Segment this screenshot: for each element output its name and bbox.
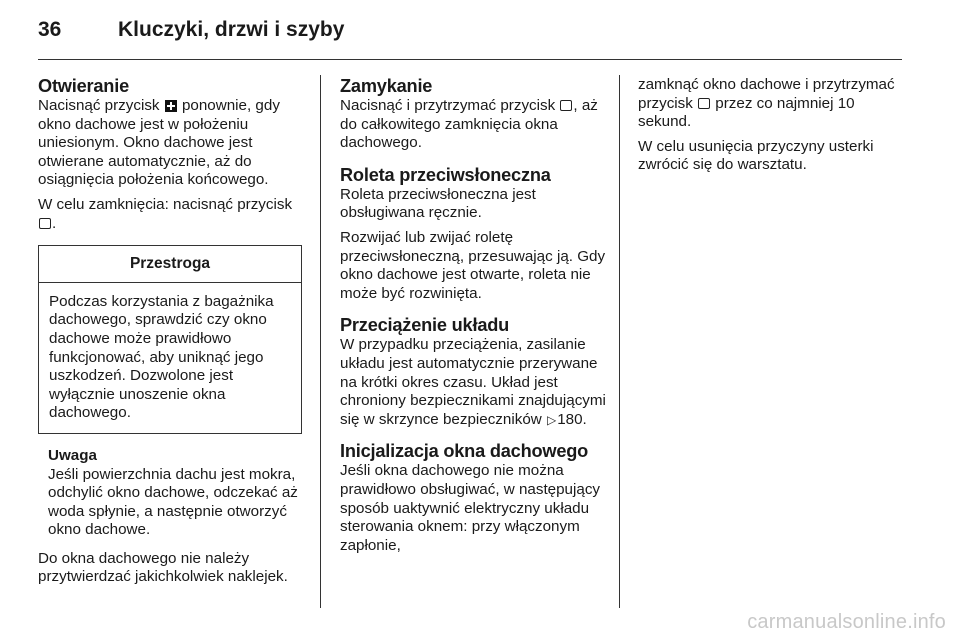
note-block bbox=[38, 447, 310, 540]
section-heading-sunshade: Roleta przeciwsłoneczna bbox=[340, 164, 551, 185]
section-heading-initialization: Inicjalizacja okna dachowego bbox=[340, 441, 589, 462]
caution-text: Podczas korzystania z bagażnika dachowego, sprawdzić czy okno dachowe może prawidłowo funkcjonować, aby uniknąć jego uszkodzeń. Dozwolone jest wyłącznie unoszenie okna dachowego. bbox=[49, 292, 274, 422]
watermark: carmanualsonline.info bbox=[747, 611, 946, 633]
section-heading-zamykanie: Zamykanie bbox=[340, 76, 433, 96]
text-run: W przypadku przeciążenia, zasilanie układu jest automatycznie przerywane na krótki okres czasu. Układ jest chroniony bezpiecznikami znajdującymi się w skrzynce bezpieczników bbox=[340, 336, 606, 428]
text-run: ponownie, gdy okno dachowe jest w położeniu uniesionym. Okno dachowe jest otwierane automatycznie, aż do osiągnięcia położenia końcowego. bbox=[38, 97, 280, 189]
note-text: Jeśli powierzchnia dachu jest mokra, odchylić okno dachowe, odczekać aż woda spłynie, a następnie otworzyć okno dachowe. bbox=[48, 465, 298, 539]
close-button-icon bbox=[698, 98, 710, 109]
text-run: Nacisnąć przycisk bbox=[38, 97, 164, 114]
page-number: 36 bbox=[38, 18, 62, 41]
paragraph-open-instructions bbox=[38, 97, 310, 190]
column-3 bbox=[638, 76, 908, 175]
close-button-icon bbox=[39, 218, 51, 229]
text-run: Nacisnąć i przytrzymać przycisk bbox=[340, 97, 560, 114]
caution-title: Przestroga bbox=[39, 246, 301, 283]
text-run: , aż do całkowitego zamknięcia okna dachowego. bbox=[340, 97, 598, 152]
page-reference-arrow-icon: ▷ bbox=[546, 412, 557, 427]
paragraph-initialization-continued bbox=[638, 76, 908, 132]
paragraph-closing bbox=[340, 97, 610, 153]
paragraph-workshop: W celu usunięcia przyczyny usterki zwrócić się do warsztatu. bbox=[638, 137, 874, 174]
text-run: przez co najmniej 10 sekund. bbox=[638, 94, 855, 131]
text-run: W celu zamknięcia: nacisnąć przycisk bbox=[38, 195, 293, 213]
close-button-icon bbox=[560, 100, 572, 111]
note-title: Uwaga bbox=[48, 446, 97, 464]
tilt-button-icon bbox=[165, 100, 177, 112]
paragraph-stickers: Do okna dachowego nie należy przytwierdzać jakichkolwiek naklejek. bbox=[38, 549, 288, 586]
header-rule bbox=[38, 59, 902, 60]
section-heading-overload: Przeciążenie układu bbox=[340, 315, 510, 336]
paragraph-sunshade-use: Rozwijać lub zwijać roletę przeciwsłoneczną, przesuwając ją. Gdy okno dachowe jest otwarte, roleta nie może być rozwinięta. bbox=[340, 228, 606, 302]
section-heading-otwieranie: Otwieranie bbox=[38, 76, 129, 96]
paragraph-overload bbox=[340, 336, 610, 429]
column-1 bbox=[38, 76, 310, 587]
chapter-title: Kluczyki, drzwi i szyby bbox=[118, 18, 345, 41]
paragraph-sunshade-manual: Roleta przeciwsłoneczna jest obsługiwana ręcznie. bbox=[340, 185, 536, 222]
text-run: . bbox=[52, 214, 57, 232]
caution-box bbox=[38, 245, 302, 434]
paragraph-close-instructions bbox=[38, 196, 310, 233]
column-divider-1 bbox=[320, 75, 321, 608]
page-header bbox=[38, 18, 344, 48]
page-reference: 180. bbox=[557, 410, 587, 428]
column-divider-2 bbox=[619, 75, 620, 608]
text-run: zamknąć okno dachowe i przytrzymać przycisk bbox=[638, 76, 895, 112]
column-2 bbox=[340, 76, 610, 555]
paragraph-initialization: Jeśli okna dachowego nie można prawidłowo obsługiwać, w następujący sposób uaktywnić elektryczny układu sterowania oknem: przy włączonym zapłonie, bbox=[340, 462, 601, 554]
